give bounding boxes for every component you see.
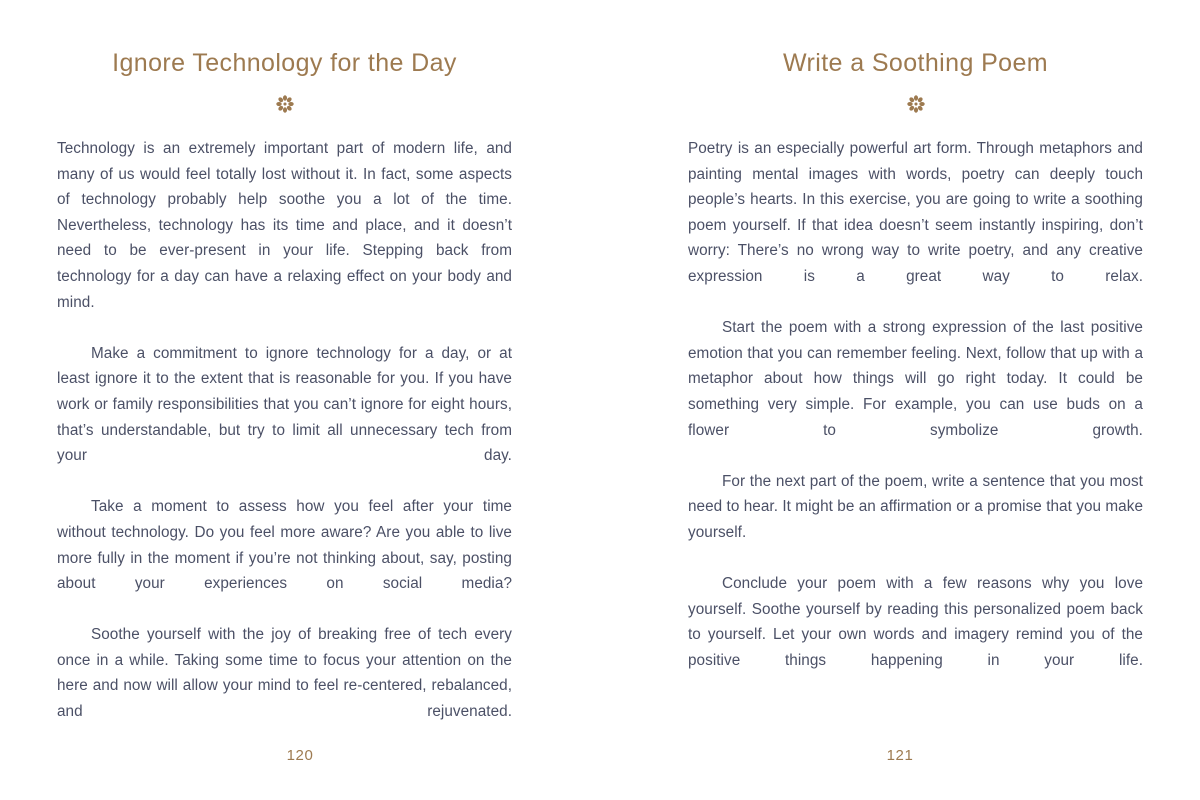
left-page-content: [57, 48, 512, 721]
right-page: [600, 0, 1200, 800]
flower-rosette-ornament-icon: [275, 94, 295, 114]
right-page-body: [688, 136, 1143, 699]
paragraph: Start the poem with a strong expression of the last positive emotion that you can remember feeling. Next, follow that up with a metaphor about how things will go right today. It could be something very simple. For example, you can use buds on a flower to symbolize growth.: [688, 319, 1143, 439]
left-page-title: Ignore Technology for the Day: [112, 49, 457, 77]
right-page-folio: 121: [886, 747, 914, 764]
left-ornament-container: [57, 94, 512, 116]
paragraph: Technology is an extremely important part of modern life, and many of us would feel totally lost without it. In fact, some aspects of technology probably help soothe you a lot of the time. Nevertheless, technology has its time and place, and it doesn’t need to be ever-present in your life. Stepping back from technology for a day can have a relaxing effect on your body and mind.: [57, 140, 512, 311]
right-ornament-container: [688, 94, 1143, 116]
flower-rosette-ornament-icon: [906, 94, 926, 114]
right-page-title: Write a Soothing Poem: [782, 49, 1049, 77]
right-page-content: [688, 48, 1143, 708]
left-page-body: [57, 136, 512, 750]
paragraph: Conclude your poem with a few reasons why you love yourself. Soothe yourself by reading this personalized poem back to yourself. Let your own words and imagery remind you of the positive things happening in your life.: [688, 575, 1143, 669]
paragraph: Poetry is an especially powerful art form. Through metaphors and painting mental images with words, poetry can deeply touch people’s hearts. In this exercise, you are going to write a soothing poem yourself. If that idea doesn’t seem instantly inspiring, don’t worry: There’s no wrong way to write poetry, and any creative expression is a great way to relax.: [688, 140, 1143, 285]
paragraph: Make a commitment to ignore technology for a day, or at least ignore it to the extent that is reasonable for you. If you have work or family responsibilities that you can’t ignore for eight hours, that’s understandable, but try to limit all unnecessary tech from your day.: [57, 344, 512, 465]
paragraph: Soothe yourself with the joy of breaking free of tech every once in a while. Taking some time to focus your attention on the here and now will allow your mind to feel re-centered, rebalanced, and rejuvenated.: [57, 626, 512, 721]
left-page-folio: 120: [286, 747, 314, 764]
paragraph: Take a moment to assess how you feel after your time without technology. Do you feel more aware? Are you able to live more fully in the moment if you’re not thinking about, say, posting about your experiences on social media?: [57, 498, 512, 593]
paragraph: For the next part of the poem, write a sentence that you most need to hear. It might be an affirmation or a promise that you make yourself.: [688, 472, 1143, 541]
